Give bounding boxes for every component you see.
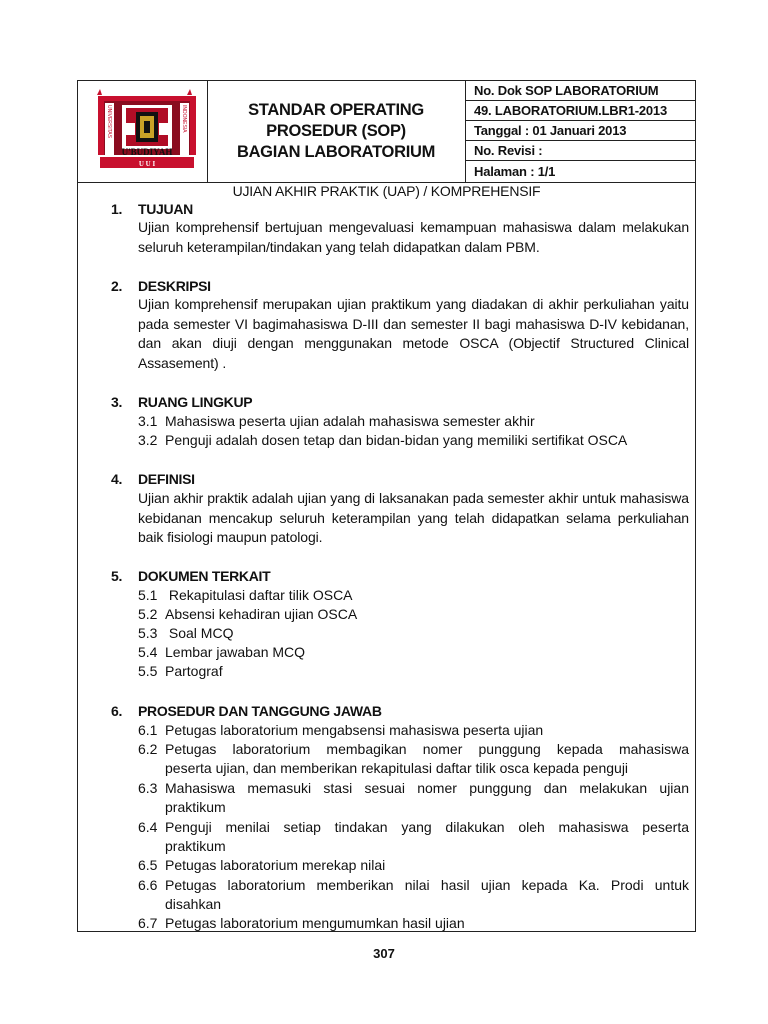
- item-number: 5.1: [138, 587, 158, 603]
- item-text-continued: disahkan: [165, 896, 222, 912]
- list-item: [138, 586, 689, 605]
- item-text: Partograf: [165, 663, 223, 679]
- item-number: 6.4: [138, 819, 158, 835]
- item-number: 6.1: [138, 722, 158, 738]
- logo-cell: [78, 81, 208, 182]
- logo-right-text: INDONESIA: [181, 105, 187, 133]
- section-heading-4: [111, 470, 195, 488]
- item-number: 6.3: [138, 780, 158, 796]
- list-item: [138, 412, 689, 431]
- item-number: 6.7: [138, 915, 158, 931]
- item-number: 5.5: [138, 663, 158, 679]
- sop-title-line-2: PROSEDUR (SOP): [266, 122, 406, 140]
- item-text: Petugas laboratorium mengabsensi mahasiswa peserta ujian: [165, 722, 544, 738]
- item-text: Soal MCQ: [165, 625, 234, 641]
- item-number: 3.2: [138, 432, 158, 448]
- document-title: UJIAN AKHIR PRAKTIK (UAP) / KOMPREHENSIF: [232, 183, 541, 199]
- section-title: RUANG LINGKUP: [138, 394, 253, 410]
- item-text: Petugas laboratorium memberikan nilai hasil ujian kepada Ka. Prodi untuk: [165, 877, 689, 893]
- section-heading-6: [111, 702, 382, 720]
- item-number: 5.3: [138, 625, 158, 641]
- sop-header: [78, 81, 695, 183]
- procedure-item: [138, 740, 689, 778]
- procedure-item: [138, 818, 689, 856]
- item-number: 5.4: [138, 644, 158, 660]
- section-title: PROSEDUR DAN TANGGUNG JAWAB: [138, 703, 382, 719]
- logo-abbr-text: U U I: [138, 160, 156, 168]
- section-text-4: Ujian akhir praktik adalah ujian yang di laksanakan pada semester akhir untuk mahasiswa kebidanan mencakup seluruh keterampilan yang telah didapatkan selama perkuliahan baik fisiologi maupun patologi.: [138, 490, 689, 545]
- item-text: Mahasiswa memasuki stasi sesuai nomer punggung dan melakukan ujian: [165, 780, 689, 796]
- logo-name-text: U'BUDIYAH: [121, 147, 173, 157]
- meta-doc-number: No. Dok SOP LABORATORIUM: [465, 81, 695, 101]
- item-number: 6.6: [138, 877, 158, 893]
- meta-revision: No. Revisi :: [465, 141, 695, 161]
- meta-date: Tanggal : 01 Januari 2013: [465, 121, 695, 141]
- list-item: [138, 431, 689, 450]
- item-number: 3.1: [138, 413, 158, 429]
- section-number: 4.: [111, 471, 123, 487]
- list-item: [138, 624, 689, 643]
- item-text: Mahasiswa peserta ujian adalah mahasiswa semester akhir: [165, 413, 535, 429]
- section-heading-2: [111, 277, 211, 295]
- item-text: Petugas laboratorium mengumumkan hasil ujian: [165, 915, 465, 931]
- meta-doc-code: 49. LABORATORIUM.LBR1-2013: [465, 101, 695, 121]
- section-number: 1.: [111, 201, 123, 217]
- procedure-item: [138, 721, 689, 740]
- document-frame: [77, 80, 696, 932]
- sop-title-cell: [207, 81, 466, 182]
- sop-title-line-3: BAGIAN LABORATORIUM: [236, 143, 436, 161]
- procedure-item: [138, 914, 689, 933]
- procedure-item: [138, 876, 689, 914]
- section-title: DESKRIPSI: [138, 278, 211, 294]
- meta-page: Halaman : 1/1: [474, 164, 556, 179]
- item-text: Petugas laboratorium merekap nilai: [165, 857, 386, 873]
- section-number: 6.: [111, 703, 123, 719]
- university-logo: [78, 81, 207, 182]
- item-text-continued: praktikum: [165, 838, 226, 854]
- item-text-continued: peserta ujian, dan memberikan rekapitulasi daftar tilik osca kepada penguji: [165, 760, 629, 776]
- section-number: 2.: [111, 278, 123, 294]
- list-item: [138, 662, 689, 681]
- section-heading-3: [111, 393, 252, 411]
- logo-left-text: UNIVERSITAS: [106, 105, 112, 138]
- item-text: Lembar jawaban MCQ: [165, 644, 306, 660]
- list-item: [138, 605, 689, 624]
- item-text: Rekapitulasi daftar tilik OSCA: [165, 587, 353, 603]
- item-number: 5.2: [138, 606, 158, 622]
- item-text: Petugas laboratorium membagikan nomer punggung kepada mahasiswa: [165, 741, 689, 757]
- section-text-1: Ujian komprehensif bertujuan mengevaluasi kemampuan mahasiswa dalam melakukan seluruh keterampilan/tindakan yang telah didapatkan dalam PBM.: [138, 219, 689, 255]
- section-number: 5.: [111, 568, 123, 584]
- section-title: DEFINISI: [138, 471, 195, 487]
- item-text: Penguji adalah dosen tetap dan bidan-bidan yang memiliki sertifikat OSCA: [165, 432, 628, 448]
- item-text: Penguji menilai setiap tindakan yang dilakukan oleh mahasiswa peserta: [165, 819, 689, 835]
- section-heading-5: [111, 567, 270, 585]
- page-number: 307: [373, 946, 395, 961]
- section-title: DOKUMEN TERKAIT: [138, 568, 271, 584]
- section-heading-1: [111, 200, 193, 218]
- sop-title-line-1: STANDAR OPERATING: [248, 101, 424, 119]
- section-number: 3.: [111, 394, 123, 410]
- item-number: 6.5: [138, 857, 158, 873]
- document-meta-cell: [465, 81, 695, 182]
- section-title: TUJUAN: [138, 201, 193, 217]
- item-text: Absensi kehadiran ujian OSCA: [165, 606, 358, 622]
- list-item: [138, 643, 689, 662]
- section-text-2: Ujian komprehensif merupakan ujian praktikum yang diadakan di akhir perkuliahan yaitu pada semester VI bagimahasiswa D-III dan semester II bagi mahasiswa D-IV kebidanan, dan akan diuji dengan menggunakan metode OSCA (Objectif Structured Clinical Assasement) .: [138, 296, 689, 371]
- procedure-item: [138, 856, 689, 875]
- procedure-item: [138, 779, 689, 817]
- item-number: 6.2: [138, 741, 158, 757]
- item-text-continued: praktikum: [165, 799, 226, 815]
